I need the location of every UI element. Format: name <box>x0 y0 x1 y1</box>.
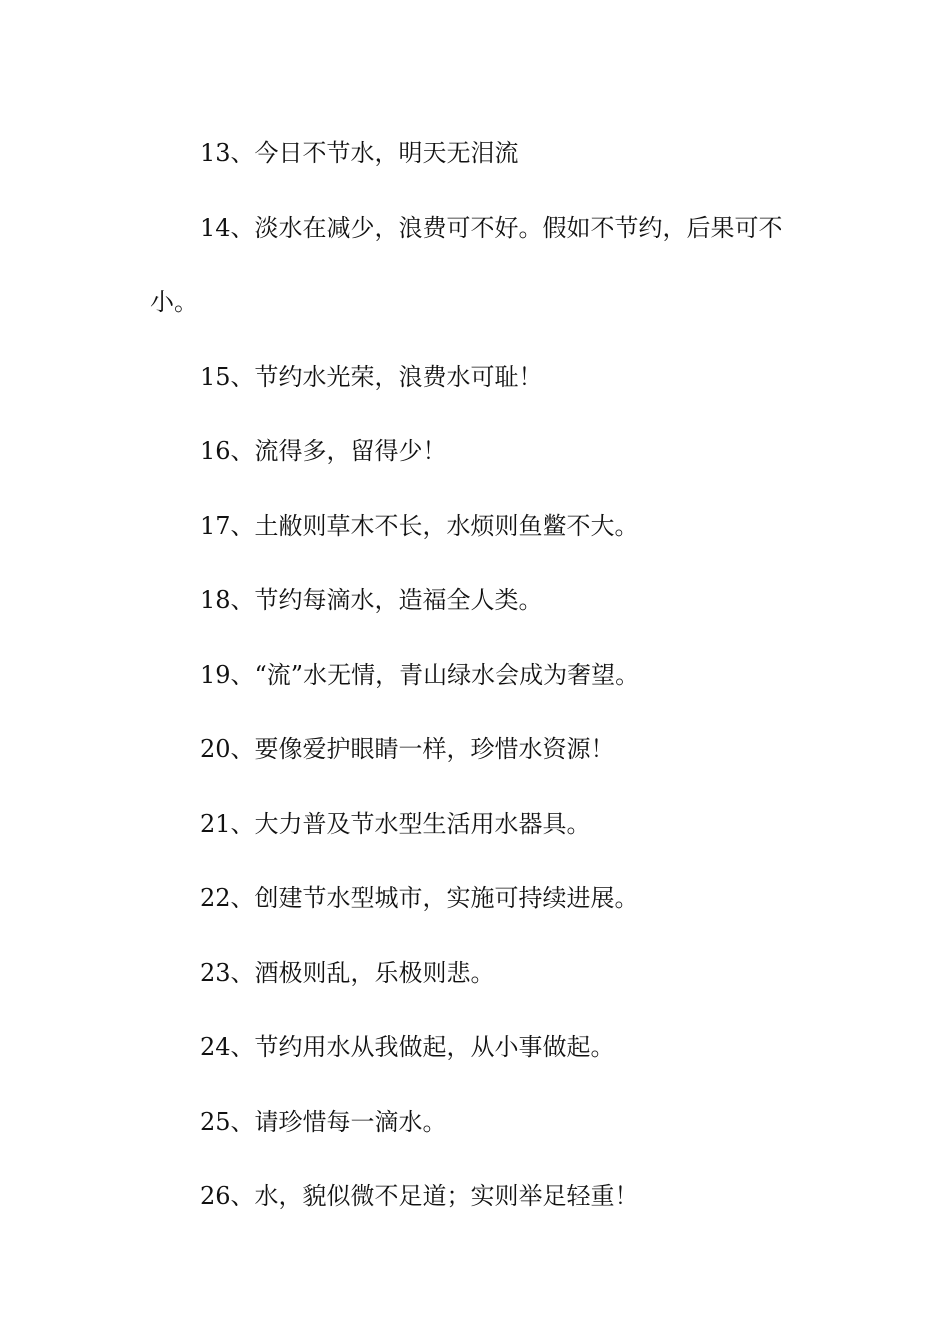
slogan-14: 14、淡水在减少，浪费可不好。假如不节约，后果可不小。 <box>150 213 783 316</box>
slogan-list <box>150 116 810 1234</box>
slogan-19: 19、“流”水无情，青山绿水会成为奢望。 <box>200 660 640 689</box>
slogan-22: 22、创建节水型城市，实施可持续进展。 <box>200 884 639 912</box>
slogan-23: 23、酒极则乱，乐极则悲。 <box>200 958 495 987</box>
slogan-24: 24、节约用水从我做起，从小事做起。 <box>200 1033 615 1061</box>
slogan-21: 21、大力普及节水型生活用水器具。 <box>200 809 591 838</box>
slogan-13: 13、今日不节水，明天无泪流 <box>200 139 519 167</box>
slogan-26: 26、水，貌似微不足道；实则举足轻重！ <box>200 1182 639 1210</box>
slogan-20: 20、要像爱护眼睛一样，珍惜水资源！ <box>200 735 615 763</box>
slogan-17: 17、土敝则草木不长，水烦则鱼鳖不大。 <box>200 511 639 540</box>
slogan-16: 16、流得多，留得少！ <box>200 437 447 465</box>
slogan-15: 15、节约水光荣，浪费水可耻！ <box>200 362 543 391</box>
slogan-18: 18、节约每滴水，造福全人类。 <box>200 586 543 614</box>
slogan-25: 25、请珍惜每一滴水。 <box>200 1107 447 1136</box>
